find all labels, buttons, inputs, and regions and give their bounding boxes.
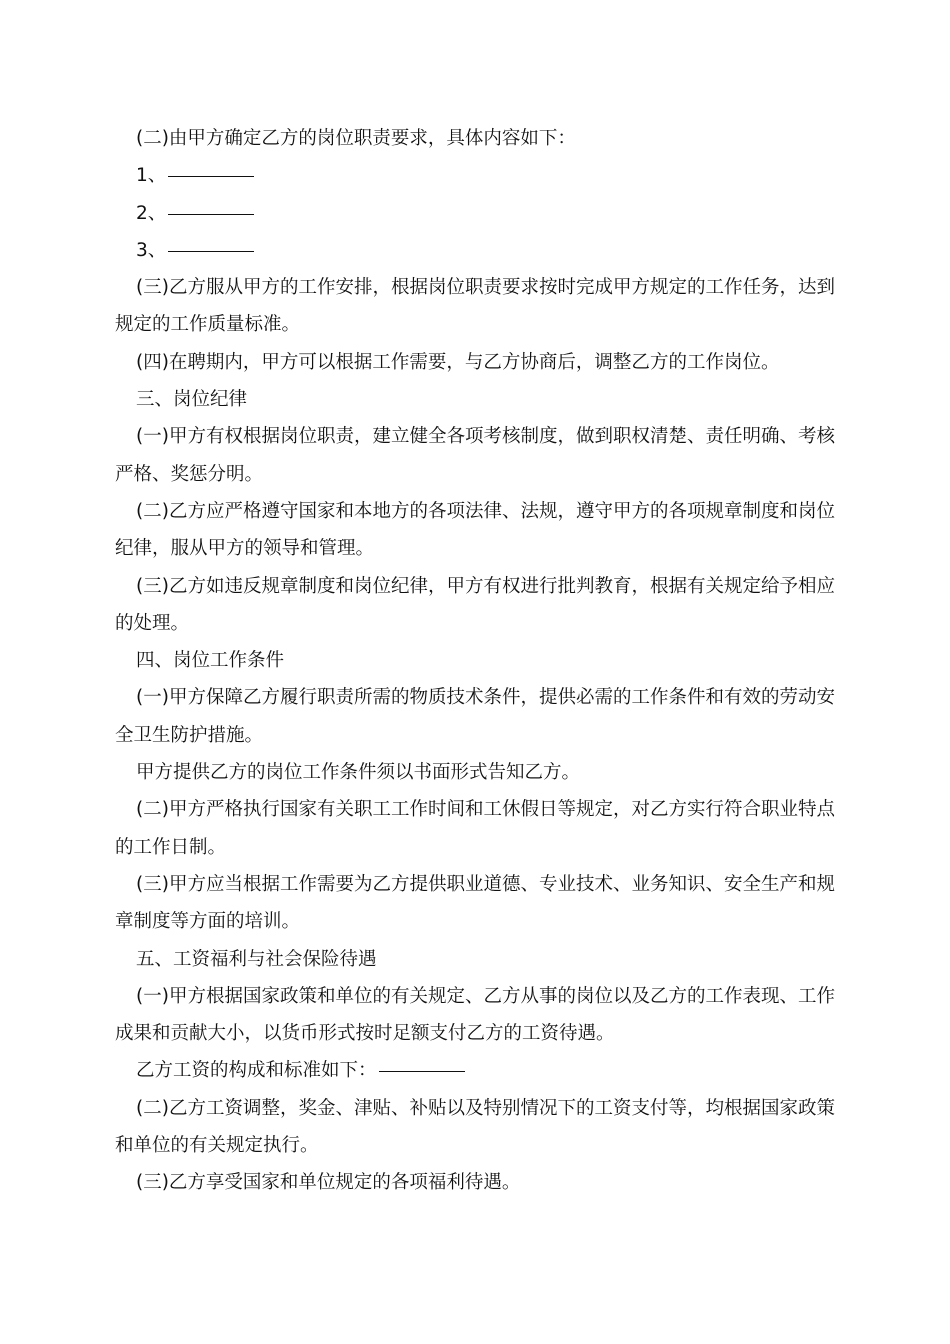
list-item [115, 157, 835, 194]
fill-in-blank [379, 1070, 465, 1072]
paragraph: (四)在聘期内，甲方可以根据工作需要，与乙方协商后，调整乙方的工作岗位。 [136, 351, 780, 373]
salary-structure-label: 乙方工资的构成和标准如下： [136, 1060, 377, 1082]
list-item [115, 232, 835, 269]
section-heading: 三、岗位纪律 [136, 389, 248, 411]
section-heading: 五、工资福利与社会保险待遇 [136, 948, 377, 970]
section-heading: 四、岗位工作条件 [136, 650, 285, 672]
list-item-number: 3、 [136, 239, 167, 261]
paragraph: (三)乙方服从甲方的工作安排，根据岗位职责要求按时完成甲方规定的工作任务，达到规定的工作质量标准。 [115, 277, 835, 336]
document-body [115, 120, 835, 1202]
paragraph: (二)甲方严格执行国家有关职工工作时间和工休假日等规定，对乙方实行符合职业特点的工作日制。 [115, 799, 835, 858]
paragraph: (三)乙方如违反规章制度和岗位纪律，甲方有权进行批判教育，根据有关规定给予相应的处理。 [115, 575, 835, 634]
list-item-number: 2、 [136, 202, 167, 224]
list-item-number: 1、 [136, 165, 167, 187]
fill-in-blank [168, 213, 254, 215]
paragraph: (二)乙方工资调整，奖金、津贴、补贴以及特别情况下的工资支付等，均根据国家政策和单位的有关规定执行。 [115, 1097, 835, 1157]
list-item [115, 195, 835, 232]
paragraph: (一)甲方保障乙方履行职责所需的物质技术条件，提供必需的工作条件和有效的劳动安全卫生防护措施。 [115, 687, 835, 746]
paragraph: (二)由甲方确定乙方的岗位职责要求，具体内容如下： [136, 128, 576, 149]
paragraph: (三)乙方享受国家和单位规定的各项福利待遇。 [136, 1172, 521, 1194]
paragraph: (一)甲方有权根据岗位职责，建立健全各项考核制度，做到职权清楚、责任明确、考核严格、奖惩分明。 [115, 426, 835, 485]
paragraph: (一)甲方根据国家政策和单位的有关规定、乙方从事的岗位以及乙方的工作表现、工作成果和贡献大小，以货币形式按时足额支付乙方的工资待遇。 [115, 985, 835, 1045]
paragraph [115, 1052, 835, 1089]
fill-in-blank [168, 175, 254, 177]
paragraph: (三)甲方应当根据工作需要为乙方提供职业道德、专业技术、业务知识、安全生产和规章制度等方面的培训。 [115, 873, 835, 933]
paragraph: (二)乙方应严格遵守国家和本地方的各项法律、法规，遵守甲方的各项规章制度和岗位纪律，服从甲方的领导和管理。 [115, 500, 835, 560]
paragraph: 甲方提供乙方的岗位工作条件须以书面形式告知乙方。 [136, 762, 581, 784]
fill-in-blank [168, 250, 254, 252]
